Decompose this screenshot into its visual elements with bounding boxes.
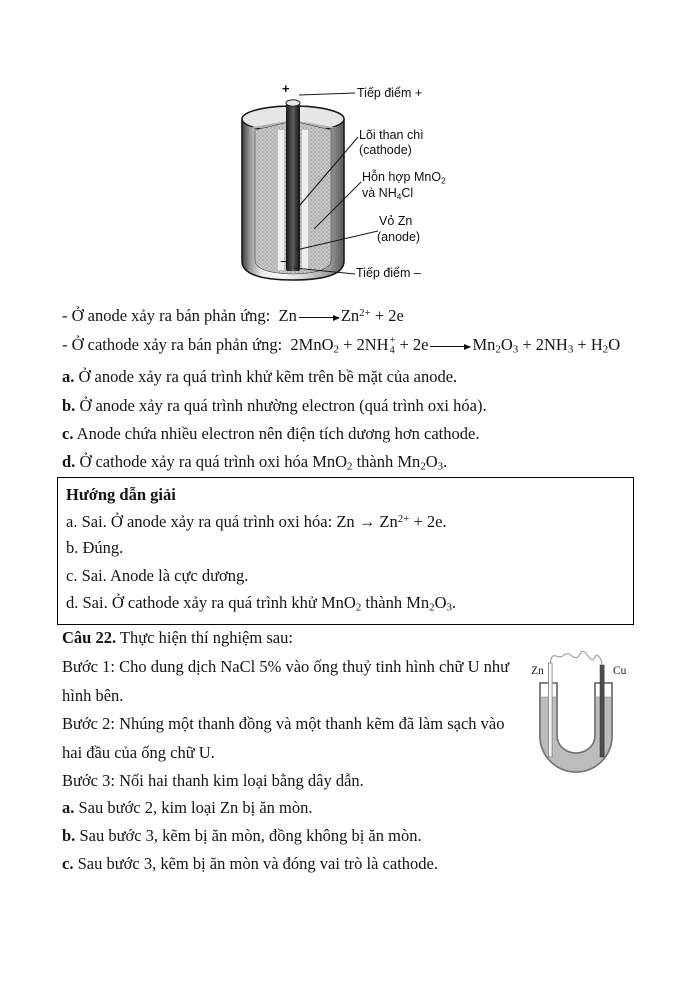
question22-step1-line1: Bước 1: Cho dung dịch NaCl 5% vào ống thuỷ tinh hình chữ U như — [62, 657, 510, 676]
option-a: a. Ở anode xảy ra quá trình khử kẽm trên bề mặt của anode. — [62, 367, 458, 386]
zinc-electrode — [549, 663, 553, 757]
solution-a: a. Sai. Ở anode xảy ra quá trình oxi hóa: $Zn \to Zn^{2+} + 2e$. — [66, 511, 447, 531]
reaction-cathode-line: - Ở cathode xảy ra bán phản ứng: 2MnO2 + 2NH + 4 + 2e Mn2O3 + 2NH3 + H2O — [62, 335, 621, 357]
battery-carbon-rod — [286, 103, 300, 271]
option-c: c. Anode chứa nhiều electron nên điện tích dương hơn cathode. — [62, 424, 480, 443]
battery-label-contact-minus: Tiếp điểm – — [356, 266, 421, 280]
solution-title: Hướng dẫn giải — [66, 485, 176, 504]
battery-label-shell-line2: (anode) — [377, 230, 421, 244]
copper-electrode — [600, 665, 604, 757]
question22-step2-line2: hai đầu của ống chữ U. — [62, 743, 215, 762]
utube-label-zn: Zn — [531, 665, 544, 677]
battery-label-core-line1: Lõi than chì — [359, 128, 424, 142]
battery-label-shell-line1: Vỏ Zn — [379, 214, 413, 228]
battery-label-mix-line2: và NH4Cl — [362, 186, 414, 202]
solution-d: d. Sai. Ở cathode xảy ra quá trình khử MnO2 thành Mn2O3. — [66, 593, 457, 614]
solution-c: c. Sai. Anode là cực dương. — [66, 566, 249, 585]
wire — [551, 651, 603, 665]
battery-label-core-line2: (cathode) — [359, 143, 412, 157]
question22-title: Câu 22. Thực hiện thí nghiệm sau: — [62, 628, 293, 647]
solution-b: b. Đúng. — [66, 538, 124, 557]
battery-minus-sign: − — [280, 254, 288, 269]
question22-step2-line1: Bước 2: Nhúng một thanh đồng và một thanh kẽm đã làm sạch vào — [62, 714, 505, 733]
battery-label-mix-line1: Hỗn hợp MnO2 — [362, 170, 446, 186]
battery-figure — [238, 83, 473, 295]
reaction-anode-line: - Ở anode xảy ra bán phản ứng: Zn $Zn^{2+} + 2e$ — [62, 305, 404, 325]
question22-option-c: c. Sau bước 3, kẽm bị ăn mòn và đóng vai trò là cathode. — [62, 854, 438, 873]
utube-label-cu: Cu — [613, 665, 627, 677]
question22-option-a: a. Sau bước 2, kim loại Zn bị ăn mòn. — [62, 798, 313, 817]
question22-option-b: b. Sau bước 3, kẽm bị ăn mòn, đồng không bị ăn mòn. — [62, 826, 422, 845]
battery-illustration — [238, 83, 473, 295]
option-b: b. Ở anode xảy ra quá trình nhường electron (quá trình oxi hóa). — [62, 396, 487, 415]
question22-step1-line2: hình bên. — [62, 686, 124, 705]
option-d: d. Ở cathode xảy ra quá trình oxi hóa MnO2 thành Mn2O3. — [62, 452, 448, 473]
question22-step3: Bước 3: Nối hai thanh kim loại bằng dây dẫn. — [62, 771, 364, 790]
battery-label-contact-plus: Tiếp điểm + — [357, 86, 423, 100]
battery-plus-sign: + — [282, 81, 290, 96]
utube-figure — [518, 648, 648, 788]
battery-rod-cap — [286, 100, 300, 106]
